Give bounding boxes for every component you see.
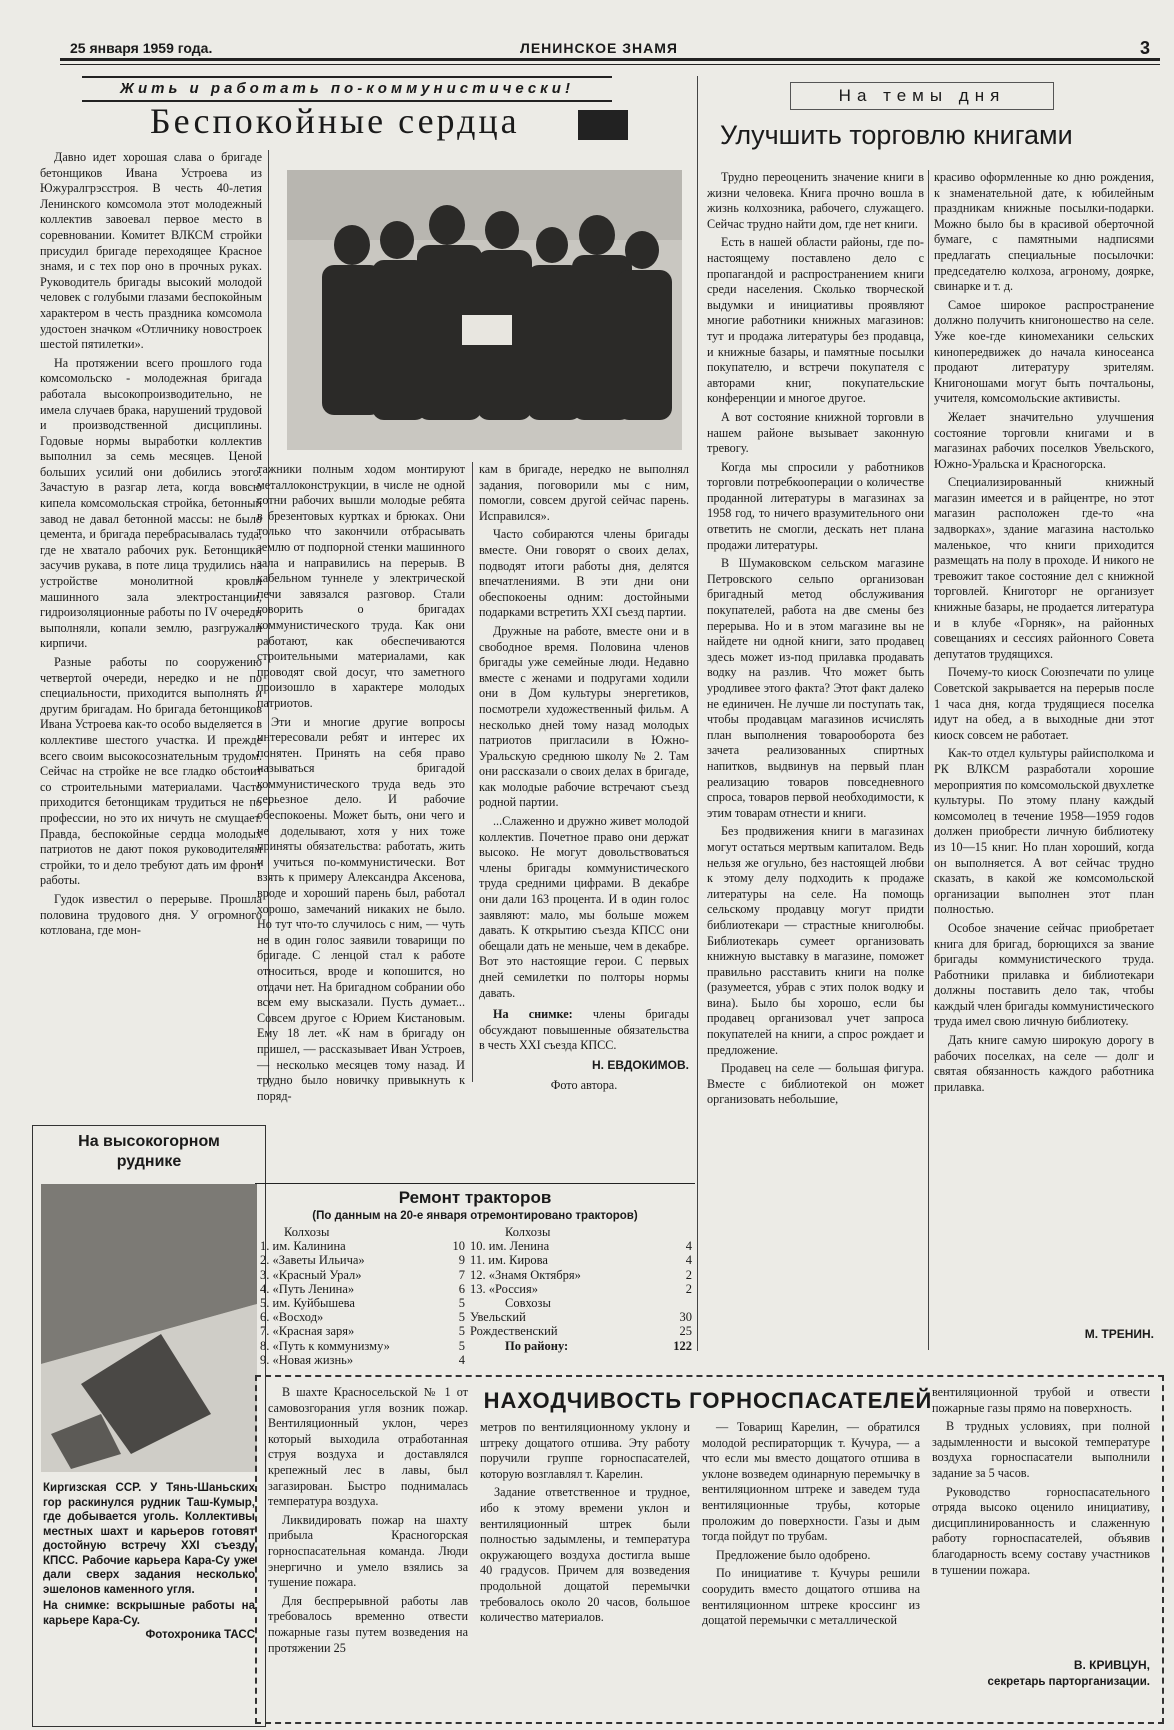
paragraph: кам в бригаде, нередко не выполнял задания, поговорили мы с ним, помогли, совсем другой сейчас парень. Исправился». — [479, 462, 689, 523]
masthead-rule — [60, 58, 1160, 61]
row-value: 10 — [452, 1239, 465, 1254]
article1-col3 — [479, 462, 690, 1092]
rubric-right: На темы дня — [838, 86, 1006, 105]
row-value: 5 — [458, 1324, 465, 1339]
article2-col1 — [707, 170, 924, 1350]
mine-photo-image — [41, 1184, 257, 1472]
row-name: Увельский — [470, 1310, 526, 1325]
mine-photo-box — [32, 1125, 266, 1727]
rubric-right-box — [790, 82, 1054, 110]
tractors-title: Ремонт тракторов — [398, 1188, 552, 1207]
row-name: 13. «Россия» — [470, 1281, 538, 1296]
tractors-total-value: 122 — [673, 1338, 692, 1353]
article1-col1 — [40, 150, 262, 1085]
paragraph: Специализированный книжный магазин имеется и в райцентре, но этот магазин расположен где-то «на задворках», здание магазина настолько маленькое, что книги приходится размещать на полу в проходе. И никого не тревожит такое состояние дел с книжной торговлей. Книготорг не организует книжные базары, не продается литература и в клубе «Горняк», на районных совещаниях и сессиях районного Совета депутатов трудящихся. — [934, 475, 1154, 661]
photo-caption — [479, 1007, 689, 1054]
row-value: 5 — [458, 1296, 465, 1311]
row-name: 10. им. Ленина — [470, 1239, 550, 1254]
paragraph: Как-то отдел культуры райисполкома и РК ВЛКСМ разработали хорошие мероприятия по комсомольской двухлетке культуры. По этому плану каждый комсомолец в течение 1958—1959 годов должен приобрести личную библиотеку из 10—15 книг. Но план хороший, когда он выполняется. А вот сейчас трудно сказать, в какой же комсомольской организации выполнен этот план полностью. — [934, 746, 1154, 917]
article3-author-role: секретарь парторганизации. — [987, 1676, 1150, 1688]
sovkhoz-header: Совхозы — [505, 1296, 551, 1311]
article3-col2 — [480, 1420, 690, 1715]
rubric-box — [82, 76, 612, 102]
row-value: 4 — [685, 1253, 692, 1268]
table-top-rule — [255, 1183, 695, 1184]
paragraph: Особое значение сейчас приобретает книга для бригад, борющихся за звание бригады коммунистического труда. Работники прилавка и библиотекари должны поставить дело так, чтобы каждый член бригады коммунистического труда имел свою личную библиотеку. — [934, 920, 1154, 1029]
paragraph: Желает значительно улучшения состояние торговли книгами и в магазинах рабочих поселков Увельского, Южно-Уральска и Красногорска. — [934, 409, 1154, 471]
row-name: 2. «Заветы Ильича» — [260, 1253, 365, 1268]
row-value: 5 — [458, 1338, 465, 1353]
paragraph: красиво оформленные ко дню рождения, к знаменательной дате, к юбилейным праздникам книжные посылки-подарки. Можно было бы в красивой оберточной бумаге, с памятными надписями предлагать специальные посылочки: председателю колхоза, агроному, доярке, свинарке и т. д. — [934, 170, 1154, 294]
paragraph: тажники полным ходом монтируют металлоконструкции, в числе не одной сотни рабочих вышли молодые ребята в брезентовых куртках и брюках. Они только что закончили отбрасывать землю от подпорной стенки машинного зала и направились на перерыв. В кабельном туннеле у электрической печи завязался разговор. Стали говорить о бригадах коммунистического труда. Как они работают, как обеспечиваются строительными материалами, как проводят свой досуг, что заметного произошло в характере молодых патриотов. — [257, 462, 465, 710]
paragraph: — Товарищ Карелин, — обратился молодой респираторщик т. Кучура, — а что если мы вместо дощатого отшива в уклоне возведем одинарную перемычку в вентиляционном штреке и заведем туда вентиляционные трубы, которые проложим до поверхности. Газы и дым тогда пойдут по трубам. — [702, 1420, 920, 1544]
mine-credit: Фотохроника ТАСС — [145, 1629, 255, 1641]
photo-credit: Фото автора. — [550, 1077, 618, 1092]
paragraph: Эти и многие другие вопросы интересовали ребят и интерес их понятен. Принять на себя право называться бригадой коммунистического труда ведь это серьезное дело. И рабочие обеспокоены. Может быть, они чего и не доделывают, хотя у них тоже приняты обязательства: работать, жить и учиться по-коммунистически. Вот взять к примеру Александра Аксенова, вроде и хороший парень был, работал хорошо, замечаний никаких не было. Но тут что-то случилось с ним, — чуть не в один голос заявили товарищи по бригаде. С ленцой стал к работе относиться, вроде и копошится, но отдачи нет. На бригадном собрании обо всем ему высказали. Пусть думает... Совсем другое с Юрием Кистановым. Ему 18 лет. «К нам в бригаду он пришел, — рассказывает Иван Устроев, — несколько месяцев тому назад. И трудно было новичку привыкнуть к поряд- — [257, 714, 465, 1103]
row-name: 1. им. Калинина — [260, 1239, 346, 1254]
article1-col2 — [257, 462, 465, 1103]
row-name: 5. им. Куйбышева — [260, 1296, 355, 1311]
paragraph: На протяжении всего прошлого года комсомольско - молодежная бригада работала высокопроизводительно, не имела случаев брака, нарушений трудовой и производственной дисциплины. Годовые нормы выработки коллектив выполнил за семь месяцев. Ценой больших усилий они добились этого. Зачастую в разгар лета, когда вовсю кипела комсомольская стройка, бетонный завод не давал бетонной массы: не было цемента, и бригада перебрасывалась туда, где не хватало рабочих рук. Бетонщики засучив рукава, в поте лица трудились на устройстве монолитной кровли машинного зала электростанции, гидроизоляционные работы по IV очереди выполняли, копали землю, разгружали кирпичи. — [40, 355, 262, 651]
paragraph: Без продвижения книги в магазинах могут остаться мертвым капиталом. Ведь нельзя же огульно, без настоящей любви к этому делу подходить к продаже литературы на селе. На помощь сельскому продавцу могут придти библиотекари — страстные книголюбы. Библиотекарь сумеет организовать книжную выставку в магазине, поможет правильно расставить книги на полке (разумеется, убрав с этих полок водку и вина). Было бы хорошо, если бы продавец организовал учет запроса покупателей на книги, а спрос рождает и предложение. — [707, 824, 924, 1057]
article2-author: М. ТРЕНИН. — [1084, 1327, 1154, 1341]
issue-date: 25 января 1959 года. — [70, 40, 213, 56]
table-row — [260, 1282, 465, 1296]
paragraph: Гудок известил о перерыве. Прошла половина трудового дня. У огромного котлована, где мон- — [40, 891, 262, 938]
tractors-right-header: Колхозы — [505, 1225, 551, 1239]
article3-col1 — [268, 1385, 468, 1715]
paragraph: Часто собираются члены бригады вместе. Они говорят о своих делах, подводят итоги работы дня, делятся впечатлениями. В эти дни они обеспокоены одним: достойными подарками встретить XXI съезд партии. — [479, 527, 689, 620]
paragraph: вентиляционной трубой и отвести пожарные газы прямо на поверхность. — [932, 1385, 1150, 1415]
paragraph: Предложение было одобрено. — [716, 1547, 871, 1562]
paragraph: Почему-то киоск Союзпечати по улице Советской закрывается на перерыв после 1 часа дня, когда трудящиеся поселка идут на обед, а в выходные дни этот киоск совсем не работает. — [934, 665, 1154, 742]
paragraph: Руководство горноспасательного отряда высоко оценило инициативу, дисциплинированность и слаженную работу горноспасателей, объявив благодарность всему составу участников в тушении пожара. — [932, 1484, 1150, 1577]
table-row — [470, 1268, 692, 1282]
table-row — [470, 1324, 692, 1338]
paragraph: Давно идет хорошая слава о бригаде бетонщиков Ивана Устроева из Южуралгрэсстроя. В честь 40-летия Ленинского комсомола этот молодежный коллектив завоевал первое место в соревновании. Комитет ВЛКСМ стройки присудил бригаде переходящее Красное знамя, и с тех пор оно в прочных руках. Руководитель бригады высокий молодой человек с голубыми глазами беспокойным характером в честь праздника комсомола удостоен значком «Отличнику новостроек шестой пятилетки». — [40, 150, 262, 352]
row-value: 4 — [685, 1239, 692, 1254]
paragraph: В шахте Красносельской № 1 от самовозгорания угля возник пожар. Вентиляционный уклон, через который выходила отработанная струя воздуха и доставлялся крепежный лес в лавы, был загазирован. Быстро поднималась температура воздуха. — [268, 1385, 468, 1509]
tractors-subtitle: (По данным на 20-е января отремонтировано тракторов) — [312, 1210, 638, 1222]
table-row — [470, 1253, 692, 1267]
tractors-left — [260, 1225, 465, 1367]
article3-author: В. КРИВЦУН, — [1073, 1658, 1150, 1672]
row-value: 2 — [685, 1267, 692, 1282]
table-row — [260, 1239, 465, 1253]
paragraph: Дружные на работе, вместе они и в свободное время. Половина членов бригады уже семейные люди. Недавно вместе с женами и подругами ходили они в Дом культуры энергетиков, посмотрели художественный фильм. А несколько дней тому назад молодых патриотов пригласили в Южно-Уральскую среднюю школу № 2. Там они рассказали о своих делах в бригаде, как молодые рабочие встречают съезд родной партии. — [479, 623, 689, 810]
row-value: 7 — [458, 1267, 465, 1282]
paragraph: Есть в нашей области районы, где по-настоящему поставлено дело с пропагандой и распространением книги среди населения. Сколько творческой выдумки и инициативы проявляют многие работники книжных магазинов: тут и продажа литературы без продавца, и книжные базары, и памятные посылки покупателю, и встречи покупателя с авторами книг, покупательские конференции и многое другое. — [707, 235, 924, 406]
paragraph: Ликвидировать пожар на шахту прибыла Красногорская горноспасательная команда. Люди энергично и умело взялись за тушение пожара. — [268, 1512, 468, 1590]
brigade-photo — [287, 170, 682, 450]
tractors-left-header: Колхозы — [284, 1225, 330, 1239]
paragraph: Разные работы по сооружению четвертой очереди, нередко и не по специальности, приходится выполнять и другим бригадам. Но бригада бетонщиков Ивана Устроева как-то особо выделяется в коллективе шестого участка. И прежде всего своим высокосознательным трудом. Сейчас на стройке не все гладко обстоит со строительными материалами. Часто приходится бетонщикам трудиться не по профессии, но это их ничуть не смущает. Правда, беспокойные сердца молодых патриотов не дают покоя руководителям стройки, то и дело требуют дать им фронт работы. — [40, 655, 262, 888]
row-name: 12. «Знамя Октября» — [470, 1267, 581, 1282]
rubric-left: Жить и работать по-коммунистически! — [120, 80, 574, 97]
row-value: 25 — [679, 1324, 692, 1339]
row-value: 4 — [458, 1352, 465, 1367]
mine-snimke-text: вскрышные работы на карьере Кара-Су. — [43, 1600, 255, 1627]
row-name: 11. им. Кирова — [470, 1253, 548, 1268]
row-name: 6. «Восход» — [260, 1310, 324, 1325]
article3-title: НАХОДЧИВОСТЬ ГОРНОСПАСАТЕЛЕЙ — [483, 1388, 933, 1413]
table-row — [260, 1296, 465, 1310]
article3-col3 — [702, 1420, 920, 1715]
paragraph: Дать книге самую широкую дорогу в рабочих поселках, на селе — долг и святая обязанность каждого работника прилавка. — [934, 1033, 1154, 1094]
row-value: 2 — [685, 1281, 692, 1296]
tractors-total — [470, 1339, 692, 1353]
paragraph: Для беспрерывной работы лав требовалось временно отвести пожарные газы путем возведения на протяжении 25 — [268, 1593, 468, 1655]
table-row — [470, 1239, 692, 1253]
mine-photo — [41, 1184, 257, 1472]
row-value: 5 — [458, 1310, 465, 1325]
column-divider — [928, 170, 929, 1350]
row-name: 4. «Путь Ленина» — [260, 1281, 355, 1296]
row-name: 3. «Красный Урал» — [260, 1267, 362, 1282]
article1-title: Беспокойные сердца — [150, 101, 520, 141]
article2-col2 — [934, 170, 1154, 1322]
row-value: 9 — [458, 1253, 465, 1268]
masthead-rule-thin — [60, 64, 1160, 65]
title-ornament — [578, 110, 628, 140]
newspaper-name: ЛЕНИНСКОЕ ЗНАМЯ — [520, 40, 678, 56]
paragraph: Самое широкое распространение должно получить книгоношество на селе. Уже кое-где киномеханики сельских кинопередвижек до начала киносеанса продают литературу зрителям. Книгоношами могут быть почтальоны, учителя, комсомольские активисты. — [934, 297, 1154, 406]
table-row — [260, 1339, 465, 1353]
brigade-photo-image — [287, 170, 682, 450]
mine-snimke — [43, 1599, 255, 1628]
row-name: 7. «Красная заря» — [260, 1324, 355, 1339]
paragraph: Задание ответственное и трудное, ибо к этому времени уклон и вентиляционный штрек были полностью задымлены, и температура окружающего воздуха достигла выше 40 градусов. Причем для возведения продольной дощатой перемычки требовалось около 20 часов, большое количество материалов. — [480, 1485, 690, 1625]
row-name: Рождественский — [470, 1324, 558, 1339]
table-row — [470, 1282, 692, 1296]
paragraph: метров по вентиляционному уклону и штреку дощатого отшива. Эту работу поручили группе горноспасателей, которую возглавлял т. Карелин. — [480, 1420, 690, 1481]
photo-caption-text: члены бригады обсуждают повышенные обязательства в честь XXI съезда КПСС. — [479, 1007, 690, 1053]
row-value: 30 — [679, 1310, 692, 1325]
article2-title: Улучшить торговлю книгами — [720, 120, 1073, 150]
mine-caption-text: Киргизская ССР. У Тянь-Шаньских гор раскинулся рудник Таш-Кумыр, где добывается уголь. Коллективы местных шахт и карьеров готовят достойную встречу XXI съезду КПСС. Рабочие карьера Кара-Су уже дали сверх задания несколько эшелонов каменного угля. — [43, 1482, 255, 1596]
table-row — [470, 1310, 692, 1324]
row-name: 9. «Новая жизнь» — [260, 1352, 354, 1367]
paragraph: В трудных условиях, при полной задымленности и высокой температуре воздуха горноспасатели выполнили задание за 5 часов. — [932, 1419, 1150, 1480]
mine-caption — [43, 1481, 255, 1643]
tractors-right — [470, 1225, 692, 1353]
photo-caption-label: На снимке: — [493, 1007, 573, 1022]
table-row — [260, 1324, 465, 1338]
paragraph: Когда мы спросили у работников торговли потребкооперации о количестве проданной литературы в магазинах за 1958 год, то ничего вразумительного они ответить не смогли, дескать нет плана продажи литературы. — [707, 459, 924, 552]
tractors-total-label: По району: — [505, 1338, 569, 1353]
article3-col4 — [932, 1385, 1150, 1653]
column-divider — [472, 462, 473, 1082]
article1-author: Н. ЕВДОКИМОВ. — [591, 1057, 689, 1072]
table-row — [260, 1253, 465, 1267]
mine-box-title: На высокогорном руднике — [78, 1133, 220, 1170]
table-row — [260, 1353, 465, 1367]
table-row — [260, 1268, 465, 1282]
paragraph: В Шумаковском сельском магазине Петровского сельпо организован бригадный метод обслуживания покупателей, работа на две смены без перерыва. Но и в этом магазине вы не найдете ни одной книги, зато продавец здесь может из-под прилавка продавать водку на разлив. Что может быть уродливее этого факта? Этот факт далеко не единичен. Не лучше ли поступать так, чтобы продавцам магазинов исчислять план выполнения товарооборота без зачета реализованных спиртных напитков, выдвинув на первый план реализацию товаров повседневного спроса, товаров первой необходимости, к этим товарам отнести и книги. — [707, 556, 924, 820]
column-divider — [697, 76, 698, 1351]
row-value: 6 — [458, 1281, 465, 1296]
paragraph: ...Слаженно и дружно живет молодой коллектив. Почетное право они держат высоко. Не могут довольствоваться члены бригады коммунистического труда средними цифрами. В декабре они дали 163 процента. И в один голос заявляют: мало, мы больше можем давать. К открытию съезда КПСС они обещали дать не меньше, чем в декабре. Вот это настоящие герои. С первых дней семилетки по полторы нормы давать. — [479, 814, 689, 1000]
row-name: 8. «Путь к коммунизму» — [260, 1338, 390, 1353]
paragraph: Продавец на селе — большая фигура. Вместе с библиотекой он может организовать небольшие, — [707, 1061, 924, 1107]
table-row — [260, 1310, 465, 1324]
mine-snimke-label: На снимке: — [43, 1600, 110, 1612]
paragraph: По инициативе т. Кучуры решили соорудить вместо дощатого отшива на вентиляционном штреке кроссинг из дощатой перемычки с металлической — [702, 1566, 920, 1628]
paragraph: Трудно переоценить значение книги в жизни человека. Книга прочно вошла в жизнь колхозника, рабочего, служащего. Сейчас трудно найти дом, где нет книги. — [707, 170, 924, 231]
paragraph: А вот состояние книжной торговли в нашем районе вызывает законную тревогу. — [707, 409, 924, 456]
page-number: 3 — [1140, 38, 1151, 58]
